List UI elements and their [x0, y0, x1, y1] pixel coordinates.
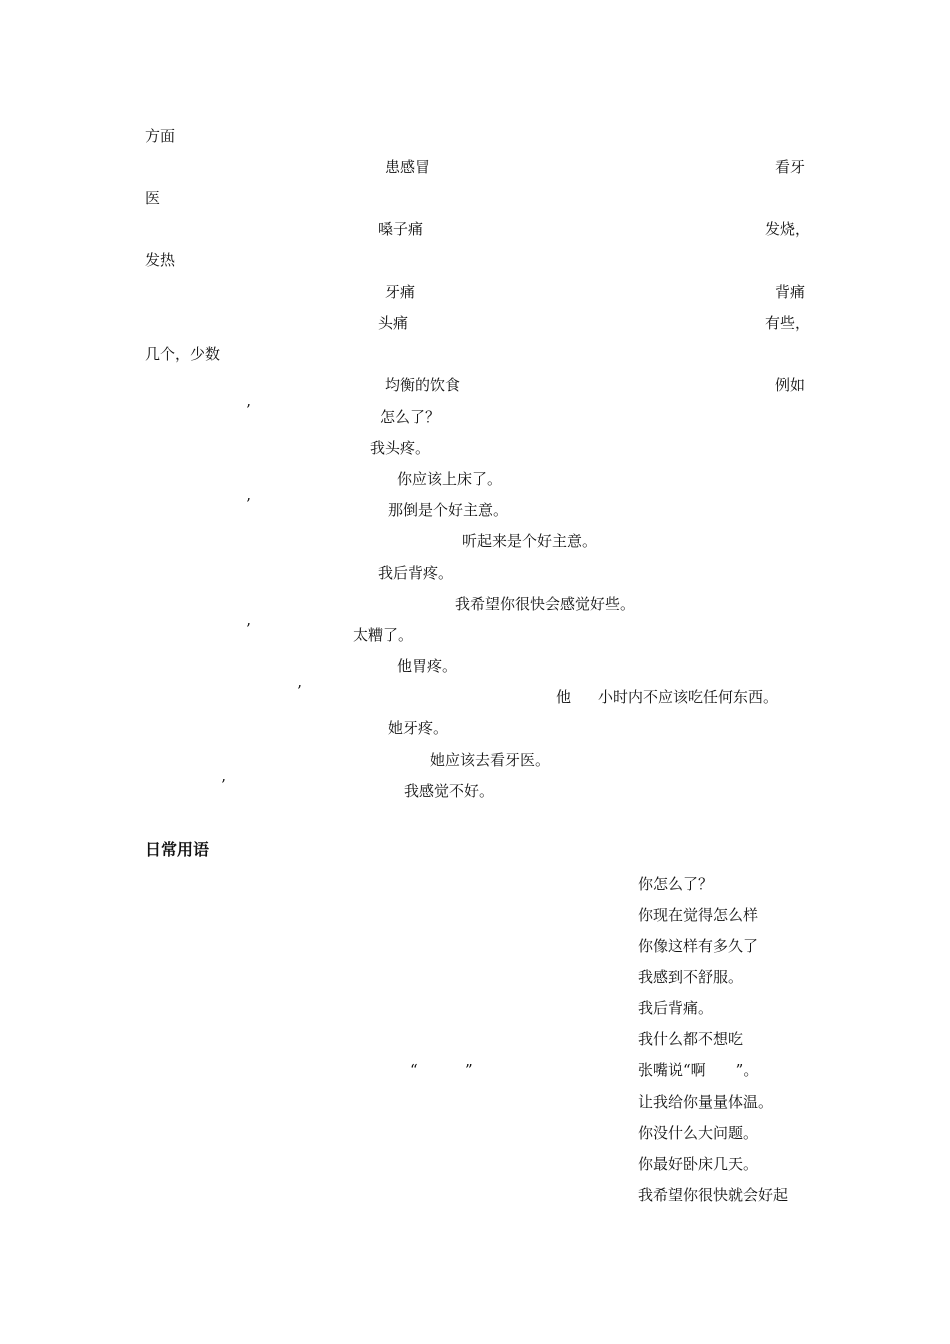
dialogue-s1: 你应该上床了。	[397, 470, 503, 488]
phrase-item: 让我给你量量体温。	[638, 1093, 774, 1111]
vocab-fa-re: 发热	[145, 251, 176, 269]
vocab-you-xie: 有些，	[765, 314, 811, 332]
dialogue-r1: 那倒是个好主意。	[388, 501, 509, 519]
vocab-tou-tong: 头痛	[378, 314, 409, 332]
dialogue-a2: 我后背疼。	[378, 564, 454, 582]
vocab-kan-ya: 看牙	[775, 158, 806, 176]
dialogue-q1: 怎么了？	[380, 408, 441, 426]
apostrophe-mark: ’	[246, 495, 251, 513]
phrase-item: 我感到不舒服。	[638, 968, 744, 986]
dialogue-a5: 我感觉不好。	[404, 782, 495, 800]
dialogue-s2: 我希望你很快会感觉好些。	[455, 595, 636, 613]
vocab-bei-tong: 背痛	[775, 283, 806, 301]
dialogue-a4: 她牙疼。	[388, 719, 449, 737]
phrase-item: 你像这样有多久了	[638, 937, 759, 955]
phrase-item: 我什么都不想吃	[638, 1030, 744, 1048]
phrase-item: 你最好卧床几天。	[638, 1155, 759, 1173]
phrase-item: 你现在觉得怎么样	[638, 906, 759, 924]
vocab-ya-tong: 牙痛	[385, 283, 416, 301]
apostrophe-mark: ’	[246, 401, 251, 419]
apostrophe-mark: ’	[221, 776, 226, 794]
vocab-fangmian: 方面	[145, 127, 176, 145]
phrase-item: 张嘴说“啊 ”。	[638, 1061, 759, 1079]
apostrophe-mark: ’	[297, 682, 302, 700]
phrase-item: 你怎么了？	[638, 875, 714, 893]
dialogue-s3-he: 他	[556, 688, 572, 706]
dialogue-s3-rest: 小时内不应该吃任何东西。	[598, 688, 779, 706]
open-quote-mark: “	[410, 1061, 418, 1079]
vocab-fa-shao: 发烧，	[765, 220, 811, 238]
dialogue-a3: 他胃疼。	[397, 657, 458, 675]
vocab-jun-heng: 均衡的饮食	[385, 376, 461, 394]
apostrophe-mark: ’	[246, 620, 251, 638]
section-heading: 日常用语	[145, 840, 210, 859]
phrase-item: 我希望你很快就会好起	[638, 1186, 789, 1204]
close-quote-mark: ”	[465, 1061, 473, 1079]
vocab-gan-mao: 患感冒	[385, 158, 431, 176]
dialogue-s4: 她应该去看牙医。	[430, 751, 551, 769]
dialogue-r2: 听起来是个好主意。	[462, 532, 598, 550]
phrase-item: 你没什么大问题。	[638, 1124, 759, 1142]
vocab-yi: 医	[145, 189, 161, 207]
dialogue-a1: 我头疼。	[370, 439, 431, 457]
vocab-ji-ge: 几个，少数	[145, 345, 221, 363]
dialogue-r3: 太糟了。	[353, 626, 414, 644]
phrase-item: 我后背痛。	[638, 999, 714, 1017]
vocab-sangzi-tong: 嗓子痛	[378, 220, 424, 238]
vocab-li-ru: 例如	[775, 376, 806, 394]
